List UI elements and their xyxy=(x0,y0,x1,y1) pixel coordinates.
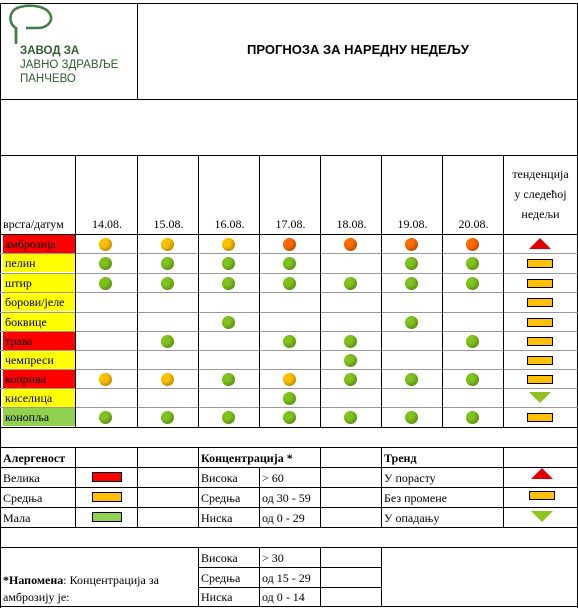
forecast-dot-green xyxy=(466,373,479,386)
trend-down-icon xyxy=(531,511,553,522)
note-mid-value: од 15 - 29 xyxy=(262,571,311,585)
forecast-dot-green xyxy=(283,257,296,270)
trend-header-line-2: у следећој xyxy=(514,187,567,201)
row-name-chempresi xyxy=(3,351,75,369)
forecast-dot-orange xyxy=(405,238,418,251)
forecast-dot-green xyxy=(405,277,418,290)
legend-swatch-high xyxy=(92,472,122,482)
date-header-5: 18.08. xyxy=(336,217,367,231)
forecast-dot-green xyxy=(466,277,479,290)
forecast-dot-yellow xyxy=(161,373,174,386)
row-name-label: штир xyxy=(5,276,32,290)
forecast-dot-green xyxy=(99,277,112,290)
date-header-1: 14.08. xyxy=(92,217,122,231)
forecast-dot-green xyxy=(466,335,479,348)
legend-conc-high-value: > 60 xyxy=(262,471,284,485)
legend-conc-high-label: Висока xyxy=(201,471,238,485)
forecast-dot-green xyxy=(99,257,112,270)
date-header-7: 20.08. xyxy=(458,217,489,231)
date-header-3: 16.08. xyxy=(214,217,245,231)
forecast-dot-green xyxy=(161,335,174,348)
trend-same-icon xyxy=(527,298,553,307)
forecast-dot-green xyxy=(466,411,479,424)
trend-header-line-1: тенденција xyxy=(512,167,569,181)
row-name-konoplja xyxy=(3,408,75,426)
forecast-dot-orange xyxy=(283,238,296,251)
corner-label: врста/датум xyxy=(3,217,64,231)
forecast-dot-yellow xyxy=(99,373,112,386)
row-name-shtir xyxy=(3,274,75,292)
trend-same-icon xyxy=(527,375,553,384)
row-name-kopriva xyxy=(3,370,75,388)
legend-swatch-mid xyxy=(92,492,122,502)
logo-line-2: ЈАВНО ЗДРАВЉЕ xyxy=(20,59,119,71)
trend-same-icon xyxy=(527,337,553,346)
forecast-dot-yellow xyxy=(222,238,235,251)
forecast-dot-green xyxy=(344,335,357,348)
legend-conc-mid-value: од 30 - 59 xyxy=(262,491,311,505)
date-header-4: 17.08. xyxy=(275,217,306,231)
row-name-pelin xyxy=(3,254,75,272)
row-name-label: амброзија xyxy=(5,237,56,251)
forecast-dot-orange xyxy=(466,238,479,251)
forecast-dot-green xyxy=(344,354,357,367)
legend-allergen-low: Мала xyxy=(3,511,31,525)
forecast-dot-green xyxy=(344,411,357,424)
row-name-label: пелин xyxy=(5,256,36,270)
legend-conc-low-value: од 0 - 29 xyxy=(262,511,305,525)
forecast-dot-green xyxy=(405,373,418,386)
row-name-ambrosia xyxy=(3,235,75,253)
note-mid-label: Средња xyxy=(201,571,241,585)
trend-up-icon xyxy=(529,238,551,249)
forecast-dot-green xyxy=(161,411,174,424)
page-title: ПРОГНОЗА ЗА НАРЕДНУ НЕДЕЉУ xyxy=(247,42,469,57)
note-high-label: Висока xyxy=(201,551,238,565)
row-name-label: коприва xyxy=(5,372,46,386)
forecast-dot-green xyxy=(222,277,235,290)
legend-allergen-title: Алергеност xyxy=(3,451,66,465)
row-name-label: чемпреси xyxy=(5,353,54,367)
date-header-6: 19.08. xyxy=(397,217,428,231)
forecast-dot-green xyxy=(283,411,296,424)
trend-same-icon xyxy=(527,356,553,365)
forecast-dot-green xyxy=(161,257,174,270)
forecast-dot-yellow xyxy=(99,238,112,251)
forecast-dot-green xyxy=(283,392,296,405)
row-name-label: борови/јеле xyxy=(5,295,65,309)
legend-conc-title: Концентрација * xyxy=(201,451,293,465)
trend-same-icon xyxy=(527,259,553,268)
legend-allergen-high: Велика xyxy=(3,471,40,485)
forecast-dot-green xyxy=(222,316,235,329)
legend-conc-mid-label: Средња xyxy=(201,491,241,505)
row-name-kiselica xyxy=(3,389,75,407)
trend-same-icon xyxy=(527,413,553,422)
trend-up-icon xyxy=(531,468,553,479)
forecast-dot-green xyxy=(283,335,296,348)
forecast-dot-green xyxy=(222,411,235,424)
legend-trend-up-label: У порасту xyxy=(384,471,436,485)
forecast-dot-green xyxy=(344,373,357,386)
forecast-dot-green xyxy=(283,277,296,290)
trend-header-line-3: недељи xyxy=(521,207,560,221)
trend-down-icon xyxy=(529,392,551,403)
row-name-label: боквице xyxy=(5,315,47,329)
forecast-dot-green xyxy=(99,411,112,424)
forecast-dot-green xyxy=(405,257,418,270)
logo-tree-icon xyxy=(6,4,54,46)
forecast-dot-yellow xyxy=(283,373,296,386)
legend-trend-same-label: Без промене xyxy=(384,491,447,505)
logo-line-1: ЗАВОД ЗА xyxy=(20,45,80,57)
note-high-value: > 30 xyxy=(262,551,284,565)
row-name-label: трава xyxy=(5,334,33,348)
legend-trend-down-label: У опадању xyxy=(384,511,440,525)
row-name-label: киселица xyxy=(5,391,53,405)
legend-allergen-mid: Средња xyxy=(3,491,43,505)
note-label-bold: *Напомена xyxy=(3,573,64,587)
trend-header xyxy=(504,164,577,224)
legend-swatch-low xyxy=(92,512,122,522)
note-low-label: Ниска xyxy=(201,590,233,604)
note-label-rest: : Концентрација за xyxy=(63,573,159,587)
legend-trend-title: Тренд xyxy=(384,451,417,465)
note-label-line2: амброзију је: xyxy=(3,590,70,604)
trend-same-icon xyxy=(527,279,553,288)
forecast-dot-green xyxy=(222,373,235,386)
logo-line-3: ПАНЧЕВО xyxy=(20,73,76,85)
trend-same-icon xyxy=(529,491,555,500)
row-name-borovi xyxy=(3,293,75,311)
forecast-dot-green xyxy=(344,277,357,290)
date-header-2: 15.08. xyxy=(153,217,184,231)
legend-conc-low-label: Ниска xyxy=(201,511,233,525)
forecast-dot-green xyxy=(161,277,174,290)
trend-same-icon xyxy=(527,318,553,327)
note-label xyxy=(3,573,159,587)
note-low-value: од 0 - 14 xyxy=(262,590,305,604)
row-name-bokvice xyxy=(3,313,75,331)
forecast-dot-orange xyxy=(344,238,357,251)
forecast-dot-green xyxy=(222,257,235,270)
forecast-dot-green xyxy=(466,257,479,270)
forecast-dot-yellow xyxy=(161,238,174,251)
row-name-label: конопља xyxy=(5,410,50,424)
forecast-dot-green xyxy=(405,411,418,424)
logo xyxy=(6,4,136,96)
row-name-trava xyxy=(3,332,75,350)
forecast-dot-green xyxy=(405,316,418,329)
